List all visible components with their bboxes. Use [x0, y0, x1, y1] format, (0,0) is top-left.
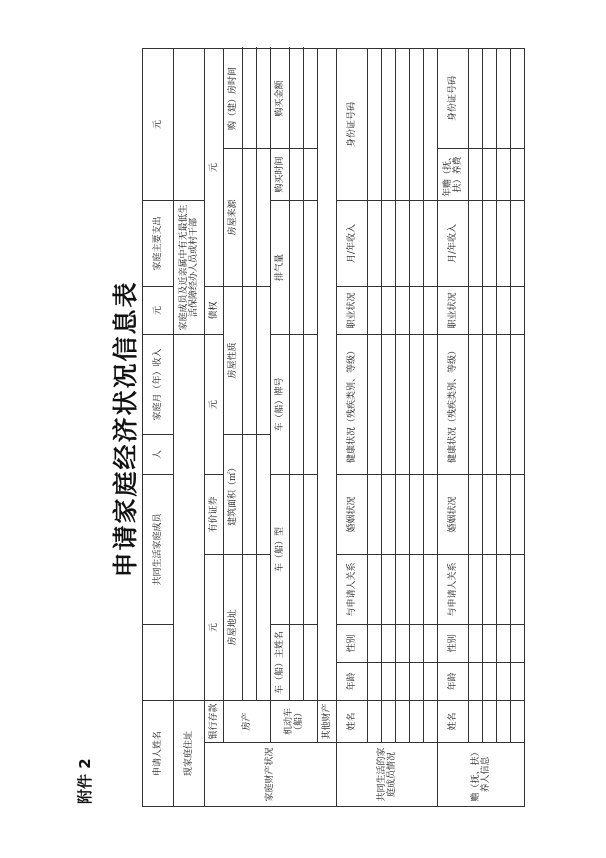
securities-label: 有价证券	[205, 474, 224, 554]
supporter-id-label: 身份证号码	[438, 48, 469, 148]
purchase-amount-label: 购买金额	[271, 48, 290, 148]
applicant-name-label: 申请人姓名	[143, 700, 174, 806]
address-cell[interactable]	[174, 334, 205, 700]
relatives-staff-label: 家庭成员及近亲属中有无最低生活保障经办人员或村干部	[174, 200, 205, 334]
major-expense-cell[interactable]	[143, 48, 174, 200]
supporter-age-label: 年龄	[438, 662, 469, 700]
monthly-income-label: 家庭月（年）收入	[143, 334, 174, 434]
plate-label: 车（船）牌号	[271, 334, 290, 474]
supporter-fee-label: 年赡（抚、扶）养费	[438, 148, 469, 200]
debt-cell[interactable]	[205, 48, 224, 286]
bank-label: 银行存款	[205, 700, 224, 742]
other-assets-cell[interactable]	[318, 48, 337, 700]
displacement-label: 排气量	[271, 200, 290, 334]
supporter-relation-label: 与申请人关系	[438, 554, 469, 624]
member-occupation-label: 职业状况	[337, 286, 368, 334]
monthly-income-cell[interactable]	[143, 286, 174, 334]
member-row	[396, 48, 410, 806]
applicant-name-cell[interactable]	[143, 624, 174, 700]
member-marital-label: 婚姻状况	[337, 474, 368, 554]
supporter-name-label: 姓名	[438, 700, 469, 742]
supporter-row	[497, 48, 511, 806]
member-name-label: 姓名	[337, 700, 368, 742]
house-row	[257, 48, 271, 806]
row-supporters-header	[438, 48, 469, 806]
securities-cell[interactable]	[205, 334, 224, 474]
relatives-staff-cell[interactable]	[174, 48, 205, 200]
row-bank	[205, 48, 224, 806]
house-row	[243, 48, 257, 806]
member-row	[424, 48, 438, 806]
supporter-health-label: 健康状况（残疾类别、等级）	[438, 334, 469, 474]
person-count-cell[interactable]	[143, 434, 174, 474]
model-label: 车（船）型	[271, 474, 290, 624]
attachment-label: 附件 2	[76, 758, 94, 804]
supporter-row	[511, 48, 525, 806]
supporter-row	[483, 48, 497, 806]
member-id-label: 身份证号码	[337, 48, 368, 200]
debt-yuan: 元	[208, 162, 219, 172]
other-assets-label: 其他财产	[318, 700, 337, 742]
address-label: 现家庭住址	[174, 700, 205, 806]
member-row	[368, 48, 382, 806]
row-address	[174, 48, 205, 806]
yuan-unit: 元	[152, 305, 163, 315]
supporter-gender-label: 性别	[438, 624, 469, 662]
row-applicant	[143, 48, 174, 806]
house-address-label: 房屋地址	[224, 554, 243, 700]
form-title: 申请家庭经济状况信息表	[111, 280, 140, 578]
owner-name-label: 车（船）主姓名	[271, 624, 290, 700]
vehicle-label: 机动车（船）	[271, 700, 318, 742]
debt-label: 债权	[205, 286, 224, 334]
yuan-unit-2: 元	[152, 119, 163, 129]
building-area-label: 建筑面积（㎡）	[224, 434, 243, 554]
member-row	[382, 48, 396, 806]
row-other-assets	[318, 48, 337, 806]
member-relation-label: 与申请人关系	[337, 554, 368, 624]
supporter-occupation-label: 职业状况	[438, 286, 469, 334]
house-source-label: 房屋来源	[224, 148, 243, 286]
house-nature-label: 房屋性质	[224, 286, 243, 434]
row-vehicle-header	[271, 48, 290, 806]
assets-label: 家庭财产状况	[205, 743, 337, 807]
bank-yuan: 元	[208, 622, 219, 632]
purchase-time-label: 购买时间	[271, 148, 290, 200]
supporter-marital-label: 婚姻状况	[438, 474, 469, 554]
vehicle-row	[304, 48, 318, 806]
vehicle-row	[290, 48, 304, 806]
house-label: 房产	[224, 700, 271, 742]
members-label: 共同生活的家庭成员情况	[337, 743, 438, 807]
person-unit: 人	[152, 449, 163, 459]
info-table-wrapper	[142, 49, 525, 807]
row-members-header	[337, 48, 368, 806]
member-health-label: 健康状况（残疾类别、等级）	[337, 334, 368, 474]
supporters-label: 赡（抚、扶）养人信息	[438, 743, 525, 807]
row-house-header	[224, 48, 243, 806]
securities-yuan: 元	[208, 399, 219, 409]
member-gender-label: 性别	[337, 624, 368, 662]
major-expense-label: 家庭主要支出	[143, 200, 174, 286]
household-members-label: 共同生活家庭成员	[143, 474, 174, 624]
supporter-income-label: 月/年收入	[438, 200, 469, 286]
member-row	[410, 48, 424, 806]
member-age-label: 年龄	[337, 662, 368, 700]
member-income-label: 月/年收入	[337, 200, 368, 286]
supporter-row	[469, 48, 483, 806]
build-time-label: 购（建）房时间	[224, 48, 243, 148]
bank-cell[interactable]	[205, 554, 224, 700]
household-economic-table	[142, 48, 525, 807]
